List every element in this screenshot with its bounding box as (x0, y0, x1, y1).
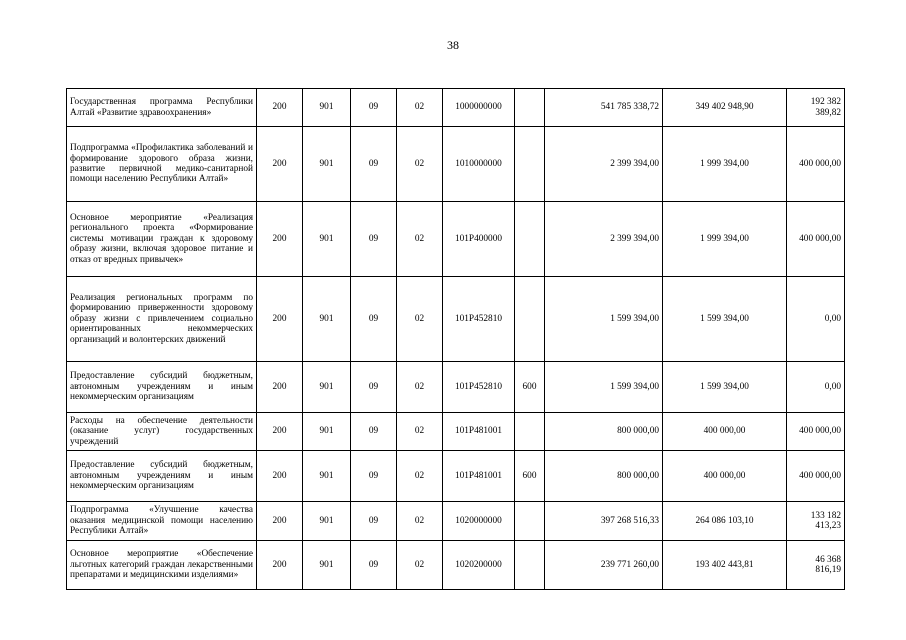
table-row (67, 127, 845, 202)
amount-year-2: 1 599 394,00 (663, 277, 787, 362)
row-name: Предоставление субсидий бюджетным, автономным учреждениям и иным некоммерческим организациям (67, 362, 257, 413)
admin-code: 200 (257, 413, 303, 451)
amount-year-2: 400 000,00 (663, 413, 787, 451)
ministry-code: 901 (303, 362, 351, 413)
amount-year-2: 264 086 103,10 (663, 502, 787, 541)
ministry-code: 901 (303, 127, 351, 202)
section-code: 09 (351, 451, 397, 502)
amount-year-2: 349 402 948,90 (663, 89, 787, 127)
expense-type-code (515, 127, 545, 202)
subsection-code: 02 (397, 127, 443, 202)
ministry-code: 901 (303, 277, 351, 362)
subsection-code: 02 (397, 362, 443, 413)
amount-year-2: 1 999 394,00 (663, 127, 787, 202)
table-row (67, 202, 845, 277)
target-article-code: 1020200000 (443, 541, 515, 590)
expense-type-code (515, 202, 545, 277)
expense-type-code (515, 277, 545, 362)
amount-year-3: 400 000,00 (787, 202, 845, 277)
target-article-code: 1010000000 (443, 127, 515, 202)
row-name: Основное мероприятие «Реализация регионального проекта «Формирование системы мотивации граждан к здоровому образу жизни, включая здоровое питание и отказ от вредных привычек» (67, 202, 257, 277)
amount-year-1: 541 785 338,72 (545, 89, 663, 127)
amount-year-2: 400 000,00 (663, 451, 787, 502)
amount-year-3: 46 368 816,19 (787, 541, 845, 590)
admin-code: 200 (257, 502, 303, 541)
row-name: Основное мероприятие «Обеспечение льготных категорий граждан лекарственными препаратами и медицинскими изделиями» (67, 541, 257, 590)
table-row (67, 362, 845, 413)
subsection-code: 02 (397, 502, 443, 541)
amount-year-2: 1 599 394,00 (663, 362, 787, 413)
amount-year-3: 400 000,00 (787, 451, 845, 502)
table-row (67, 541, 845, 590)
table-row (67, 277, 845, 362)
target-article-code: 1000000000 (443, 89, 515, 127)
subsection-code: 02 (397, 89, 443, 127)
expense-type-code (515, 502, 545, 541)
row-name: Подпрограмма «Профилактика заболеваний и формирование здорового образа жизни, развитие первичной медико-санитарной помощи населению Республики Алтай» (67, 127, 257, 202)
amount-year-1: 800 000,00 (545, 413, 663, 451)
subsection-code: 02 (397, 541, 443, 590)
amount-year-1: 800 000,00 (545, 451, 663, 502)
ministry-code: 901 (303, 202, 351, 277)
table-row (67, 451, 845, 502)
section-code: 09 (351, 202, 397, 277)
budget-table-body (67, 89, 845, 590)
amount-year-3: 0,00 (787, 277, 845, 362)
amount-year-1: 2 399 394,00 (545, 202, 663, 277)
amount-year-2: 193 402 443,81 (663, 541, 787, 590)
amount-year-1: 239 771 260,00 (545, 541, 663, 590)
row-name: Подпрограмма «Улучшение качества оказания медицинской помощи населению Республики Алтай» (67, 502, 257, 541)
subsection-code: 02 (397, 202, 443, 277)
budget-table (66, 88, 845, 590)
amount-year-1: 397 268 516,33 (545, 502, 663, 541)
amount-year-3: 0,00 (787, 362, 845, 413)
ministry-code: 901 (303, 502, 351, 541)
table-row (67, 502, 845, 541)
subsection-code: 02 (397, 451, 443, 502)
amount-year-1: 1 599 394,00 (545, 277, 663, 362)
page-number: 38 (447, 38, 459, 52)
section-code: 09 (351, 89, 397, 127)
amount-year-3: 400 000,00 (787, 413, 845, 451)
section-code: 09 (351, 541, 397, 590)
amount-year-3: 400 000,00 (787, 127, 845, 202)
ministry-code: 901 (303, 541, 351, 590)
row-name: Государственная программа Республики Алтай «Развитие здравоохранения» (67, 89, 257, 127)
target-article-code: 101P400000 (443, 202, 515, 277)
admin-code: 200 (257, 127, 303, 202)
amount-year-3: 133 182 413,23 (787, 502, 845, 541)
section-code: 09 (351, 277, 397, 362)
expense-type-code (515, 413, 545, 451)
target-article-code: 101P481001 (443, 413, 515, 451)
table-row (67, 89, 845, 127)
target-article-code: 1020000000 (443, 502, 515, 541)
expense-type-code: 600 (515, 362, 545, 413)
expense-type-code (515, 541, 545, 590)
amount-year-1: 1 599 394,00 (545, 362, 663, 413)
subsection-code: 02 (397, 277, 443, 362)
ministry-code: 901 (303, 413, 351, 451)
section-code: 09 (351, 502, 397, 541)
amount-year-2: 1 999 394,00 (663, 202, 787, 277)
amount-year-3: 192 382 389,82 (787, 89, 845, 127)
admin-code: 200 (257, 202, 303, 277)
admin-code: 200 (257, 89, 303, 127)
expense-type-code: 600 (515, 451, 545, 502)
expense-type-code (515, 89, 545, 127)
section-code: 09 (351, 362, 397, 413)
target-article-code: 101P481001 (443, 451, 515, 502)
admin-code: 200 (257, 277, 303, 362)
table-row (67, 413, 845, 451)
subsection-code: 02 (397, 413, 443, 451)
target-article-code: 101P452810 (443, 362, 515, 413)
row-name: Предоставление субсидий бюджетным, автономным учреждениям и иным некоммерческим организациям (67, 451, 257, 502)
admin-code: 200 (257, 451, 303, 502)
section-code: 09 (351, 127, 397, 202)
ministry-code: 901 (303, 451, 351, 502)
admin-code: 200 (257, 362, 303, 413)
row-name: Расходы на обеспечение деятельности (оказание услуг) государственных учреждений (67, 413, 257, 451)
amount-year-1: 2 399 394,00 (545, 127, 663, 202)
ministry-code: 901 (303, 89, 351, 127)
admin-code: 200 (257, 541, 303, 590)
row-name: Реализация региональных программ по формированию приверженности здоровому образу жизни с привлечением социально ориентированных некоммерческих организаций и волонтерских движений (67, 277, 257, 362)
target-article-code: 101P452810 (443, 277, 515, 362)
section-code: 09 (351, 413, 397, 451)
